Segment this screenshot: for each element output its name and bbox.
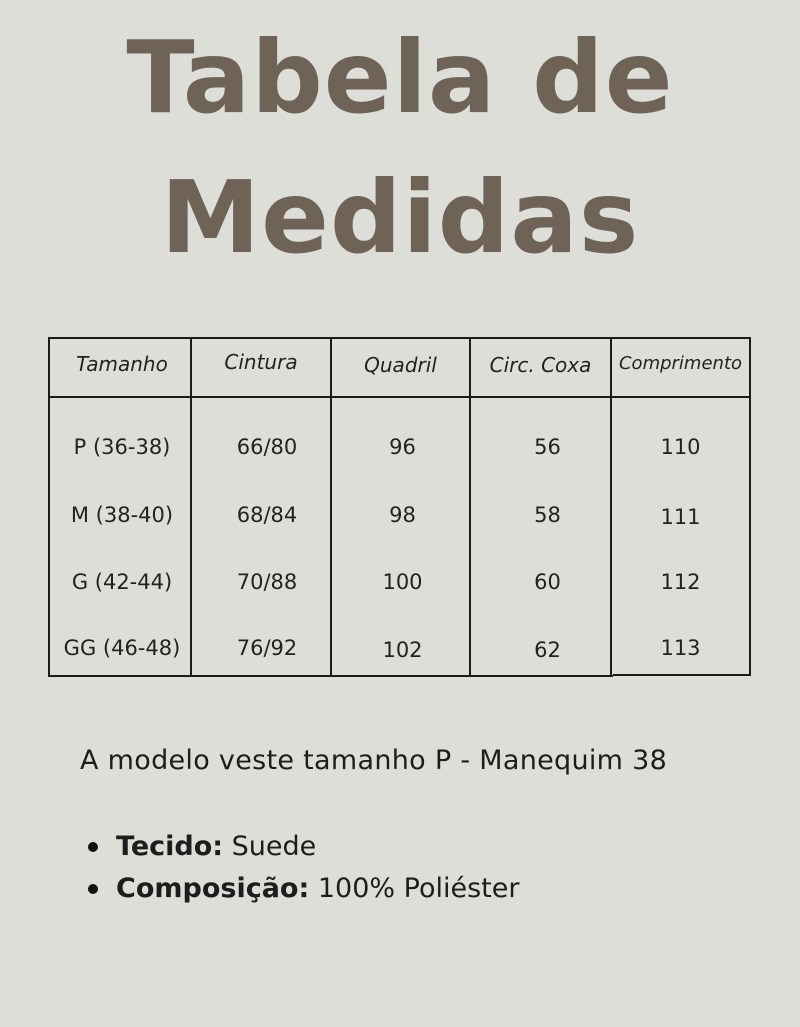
header-circ-coxa: Circ. Coxa [489, 353, 592, 377]
spec-label: Tecido: [116, 831, 224, 862]
fabric-specs-list [88, 826, 519, 910]
spec-label: Composição: [116, 873, 310, 904]
header-cintura: Cintura [224, 350, 298, 374]
cell-cintura-p: 66/80 [236, 435, 298, 459]
header-comprimento: Comprimento [618, 353, 743, 374]
table-border-top [48, 337, 751, 339]
header-divider [50, 396, 751, 398]
cell-cintura-gg: 76/92 [236, 636, 298, 660]
cell-comprimento-gg: 113 [660, 636, 701, 660]
cell-coxa-m: 58 [534, 503, 561, 527]
model-size-note: A modelo veste tamanho P - Manequim 38 [80, 745, 668, 776]
header-tamanho: Tamanho [76, 352, 168, 376]
cell-comprimento-g: 112 [660, 570, 701, 594]
cell-quadril-gg: 102 [382, 638, 423, 662]
cell-quadril-g: 100 [382, 570, 423, 594]
spec-item-composicao [88, 868, 519, 910]
bullet-icon [88, 842, 98, 852]
cell-quadril-m: 98 [389, 503, 416, 527]
cell-coxa-g: 60 [534, 570, 561, 594]
table-border-bottom-right [613, 674, 751, 676]
cell-quadril-p: 96 [389, 435, 416, 459]
spec-value: Suede [223, 831, 317, 862]
size-table [48, 337, 751, 677]
cell-comprimento-p: 110 [660, 435, 701, 459]
cell-size-m: M (38-40) [70, 503, 174, 527]
cell-size-g: G (42-44) [71, 570, 173, 594]
spec-value: 100% Poliéster [309, 873, 520, 904]
cell-cintura-g: 70/88 [236, 570, 298, 594]
table-border-left [48, 337, 50, 677]
cell-coxa-p: 56 [534, 435, 561, 459]
bullet-icon [88, 884, 98, 894]
header-quadril: Quadril [364, 353, 437, 377]
cell-size-gg: GG (46-48) [63, 636, 181, 660]
page-title-line-1: Tabela de [126, 19, 674, 136]
cell-cintura-m: 68/84 [236, 503, 298, 527]
cell-size-p: P (36-38) [73, 435, 171, 459]
cell-comprimento-m: 111 [660, 505, 701, 529]
page-title-line-2: Medidas [160, 159, 640, 276]
spec-item-tecido [88, 826, 519, 868]
cell-coxa-gg: 62 [534, 638, 561, 662]
